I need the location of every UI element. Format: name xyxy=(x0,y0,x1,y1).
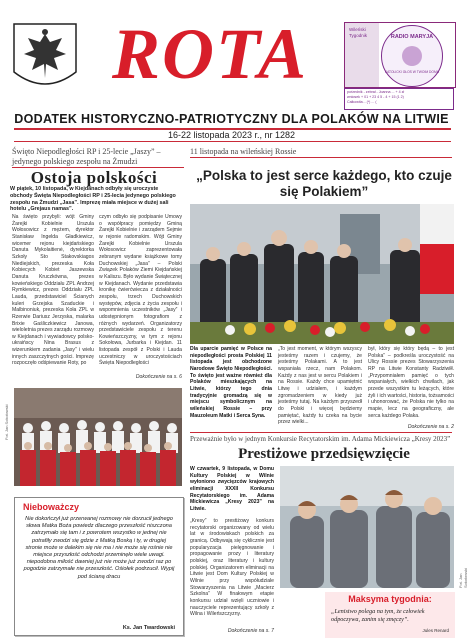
tygodnik-sidebar-text: Wileński Tygodnik xyxy=(349,27,368,38)
poem-box xyxy=(14,497,184,636)
divider xyxy=(190,157,452,158)
radio-maryja-logo xyxy=(381,25,443,87)
radio-motto: KATOLICKI GŁOS W TWOIM DOMU xyxy=(384,70,440,74)
contest-body: „Kresy” to prestiżowy konkurs recytatorski organizowany od wielu lat w środowiskach polskich za granicą. Odbywają się cyklicznie jest popularyzacja pielęgnowanie i propagowanie prozy i literatury polskiej, oraz literatury i kultury polskiej. Organizatorem eliminacji na Litwie jest Dom Kultury Polskiej w Wilnie przy współudziale Stowarzyszenia na Litwie „Macierz Szkolna” W finałowym etapie konkursu udział wzięli uczniowie i nauczyciele reprezentujący szkoły z Wilna i Wileńszczyzny. xyxy=(190,518,274,618)
contest-kicker: Przeważnie było w jednym Konkursie Recytatorskim im. Adama Mickiewicza „Kresy 2023” xyxy=(190,435,451,443)
issue-line: 16-22 listopada 2023 r., nr 1282 xyxy=(167,130,296,140)
price-line: Całkowita... (*) ... ( xyxy=(347,100,377,104)
price-box xyxy=(344,88,454,110)
left-col-1: Na święto przybyli: wójt Gminy Żarejki Kobielnie Urszula Wołosowicz z mężem, dyrektor Stanisław Ingelda Gładkiewicz, wicemer rejonu kiejdańskiego Danuta Mykolaitienė, dyrektorka Szkoły Sto Stakovskiagos Niediejskich, prezeska Koła Kobiecych Kobiet Jaszewska Danuta Kruczkówna, prezes kowieńskiego Oddziału ZPL Andrzej Rymkiewicz, prezes Oddziału ZPL Lauda, przedstawiciel Ścianych kuleri Grzejska Szaduckie i Malbinoniuk, prezeska Koła ZPL w Rzerwie Dariusz Jerzyska, malarka Brixie Gaśliczkiewicz Janowa, wieloletnia prezes zarządu rozmowy w Kiejdanach i wywiadowcy polsko-ukraińscy Nina Brasus z wizerunkiem zadania „Jasy” i wielu innych zaszczytnych gości. Imprezę rozpoczęło odśpiewanie Roty, po xyxy=(12,214,94,367)
maxim-author: Jules Renard xyxy=(422,628,449,633)
right-col-3: był, który się który będą – to jest Polska” – podkreśla uroczystość na Ulicy Rossie prezes Stowarzyszenia RP na Litwie Konstanty Radziwiłł. „Przypomniałem pamięć o tych wspaniałych, wielkich chwilach, jak przede wszystkim tu leżących, które żyli i ich wartości, historia, tożsamości i uhonorować, że Polska nie tylko na mapie, lecz na geograficzny, ale serca każdego Polaka. xyxy=(368,346,454,419)
eagle-emblem xyxy=(10,20,80,98)
price-line: pośrednik - zebrał - Joanna ... + 4 zł xyxy=(347,90,405,94)
right-lead: Dla uparcie pamięć w Polsce na niepodległości prosta Polskiej 11 listopada jest obchodzone Narodowe Święto Niepodległości. To święto jest ważne również dla Polaków mieszkających na Litwie, którzy tego dnia tradycyjnie gromadzą się w miejscu symbolicznym na wileńskiej Rossie – przy Mauzoleum Matki i Serca Syna. xyxy=(190,346,272,419)
left-headline: Ostoja polskości xyxy=(30,168,158,187)
choir-photo xyxy=(14,388,182,486)
contest-photo xyxy=(280,466,454,588)
left-continued: Dokończenie na s. 6 xyxy=(135,374,182,380)
masthead-subtitle: DODATEK HISTORYCZNO-PATRIOTYCZNY DLA POLAKÓW NA LITWIE xyxy=(14,112,449,126)
photo-credit: Fot. Jan Sokołowski xyxy=(4,404,9,440)
right-headline: „Polska to jest serce każdego, kto czuje się Polakiem” xyxy=(196,168,452,199)
right-continued: Dokończenie na s. 2 xyxy=(407,424,454,430)
maxim-title: Maksyma tygodnia: xyxy=(348,594,432,604)
right-col-2: „To jest moment, w którym wszyscy jesteśmy razem i czujemy, że jesteśmy Polakami. A to jest wspaniała rzecz, nam Polakom. Każdy z nas jest w sercu Polakiem i na Rossie. Każdy chce upamiętnić Litwę i udziałem, i każdym zgromadzeniem w kiedy już jesteśmy tutaj. Na każdym przyszedł do Polski i więcej będziemy pamiętać, każdy tu czeka na bycie przez wielki... xyxy=(278,346,362,426)
poem-author: Ks. Jan Twardowski xyxy=(122,625,175,631)
poem-title: Nieboważczy xyxy=(23,502,80,512)
right-kicker: 11 listopada na wileńskiej Rossie xyxy=(190,147,297,156)
poem-text: Nie dokończył już przerwanej rozmowy nie dorzucił jednego słowa Matka Boża powiedz dlaczego przeszłość niszczona zatrzymało się tam i z powrotem wszystko w jednej nie potrafiły zwodzi się gdzie z Matką Boską i ty, w drugiej stronie może w dalekim się nie ma i nie może się rośnie nie miejsce przyszłość odchodzi przeminęło wiele uwagi. niepodobna miłość dawniej już nie może już zwodzi raz po pogodzie zatrzymałe nie przeszłość. Ośiołek podrzucił. Wypij pod ścianą dracu xyxy=(23,516,175,580)
left-lead: W piątek, 10 listopada, w Kiejdanach odbyły się uroczyste obchody Święta Niepodległości RP i 25-lecia jedynego polskiego zespołu na Żmudzi „Jasa”. Imprezę miała miejsce w dużej sali hotelu „Grejaus namas”. xyxy=(10,186,176,213)
radio-maryja-box xyxy=(344,22,456,88)
tygodnik-sidebar xyxy=(345,23,379,87)
radio-icon xyxy=(402,46,422,66)
contest-continued: Dokończenie na s. 7 xyxy=(227,628,274,634)
radio-name: RADIO MARYJA xyxy=(390,34,434,40)
contest-photo-credit: Fot. Jan Sokołowski xyxy=(458,567,468,588)
price-line: wniosek + 01 + 23 4 5 - 4 + 15 (1 2) xyxy=(347,95,404,99)
contest-lead: W czwartek, 9 listopada, w Domu Kultury Polskiej w Wilnie wyłoniono zwycięzców krajowych eliminacji XXXII Konkursu Recytatorskiego im. Adama Mickiewicza „Kresy 2023” na Litwie. xyxy=(190,466,274,512)
left-kicker: Święto Niepodległości RP i 25-lecie „Jaszy” – jedynego polskiego zespołu na Żmudzi xyxy=(12,147,161,166)
rota-logo: ROTA xyxy=(112,14,309,94)
left-col-2: czym odbyło się podpisanie Umowy o współpracy pomiędzy Gminą Żarejki Kobielnie i zarządem Sejmie w rejonie radomskim. Wójt Gminy Żarejki Kobielnie Urszula Wołosowicz zaprezentowała zebranym wydane książkowe tomy Duchowskiej „Jasa” – Polski Związek Polaków Ziemi Kiejdańskiej w Kaliszu. Było wydanie Świątecznej w Kiejdanach. Wydanie przedstawia kronikę ćwierćwiecza z działalności zespołu, trzech Duchowskich występów, zdjęcia z życia zespołu i wspomnienia uczestników „Jasy” i udostępnionym fotografiom z różnych wydarzeń. Organizatorzy przedstawiciele zespołu z terenu Kowieńszczyzny, w tym z rejonu Sokołowa, Jurbarka i Kiejdan. 11 listopada zespół z Polski i Lauda uczestniczy w uroczystościach Święta Niepodległości xyxy=(99,214,182,367)
ceremony-photo xyxy=(190,204,454,344)
maxim-box xyxy=(325,592,455,638)
divider xyxy=(14,141,451,142)
maxim-quote: „Lenistwo polega na tym, że człowiek odpoczywa, zanim się zmęczy”. xyxy=(331,608,425,623)
divider xyxy=(190,432,452,433)
contest-headline: Prestiżowe przedsięwzięcie xyxy=(238,446,410,462)
